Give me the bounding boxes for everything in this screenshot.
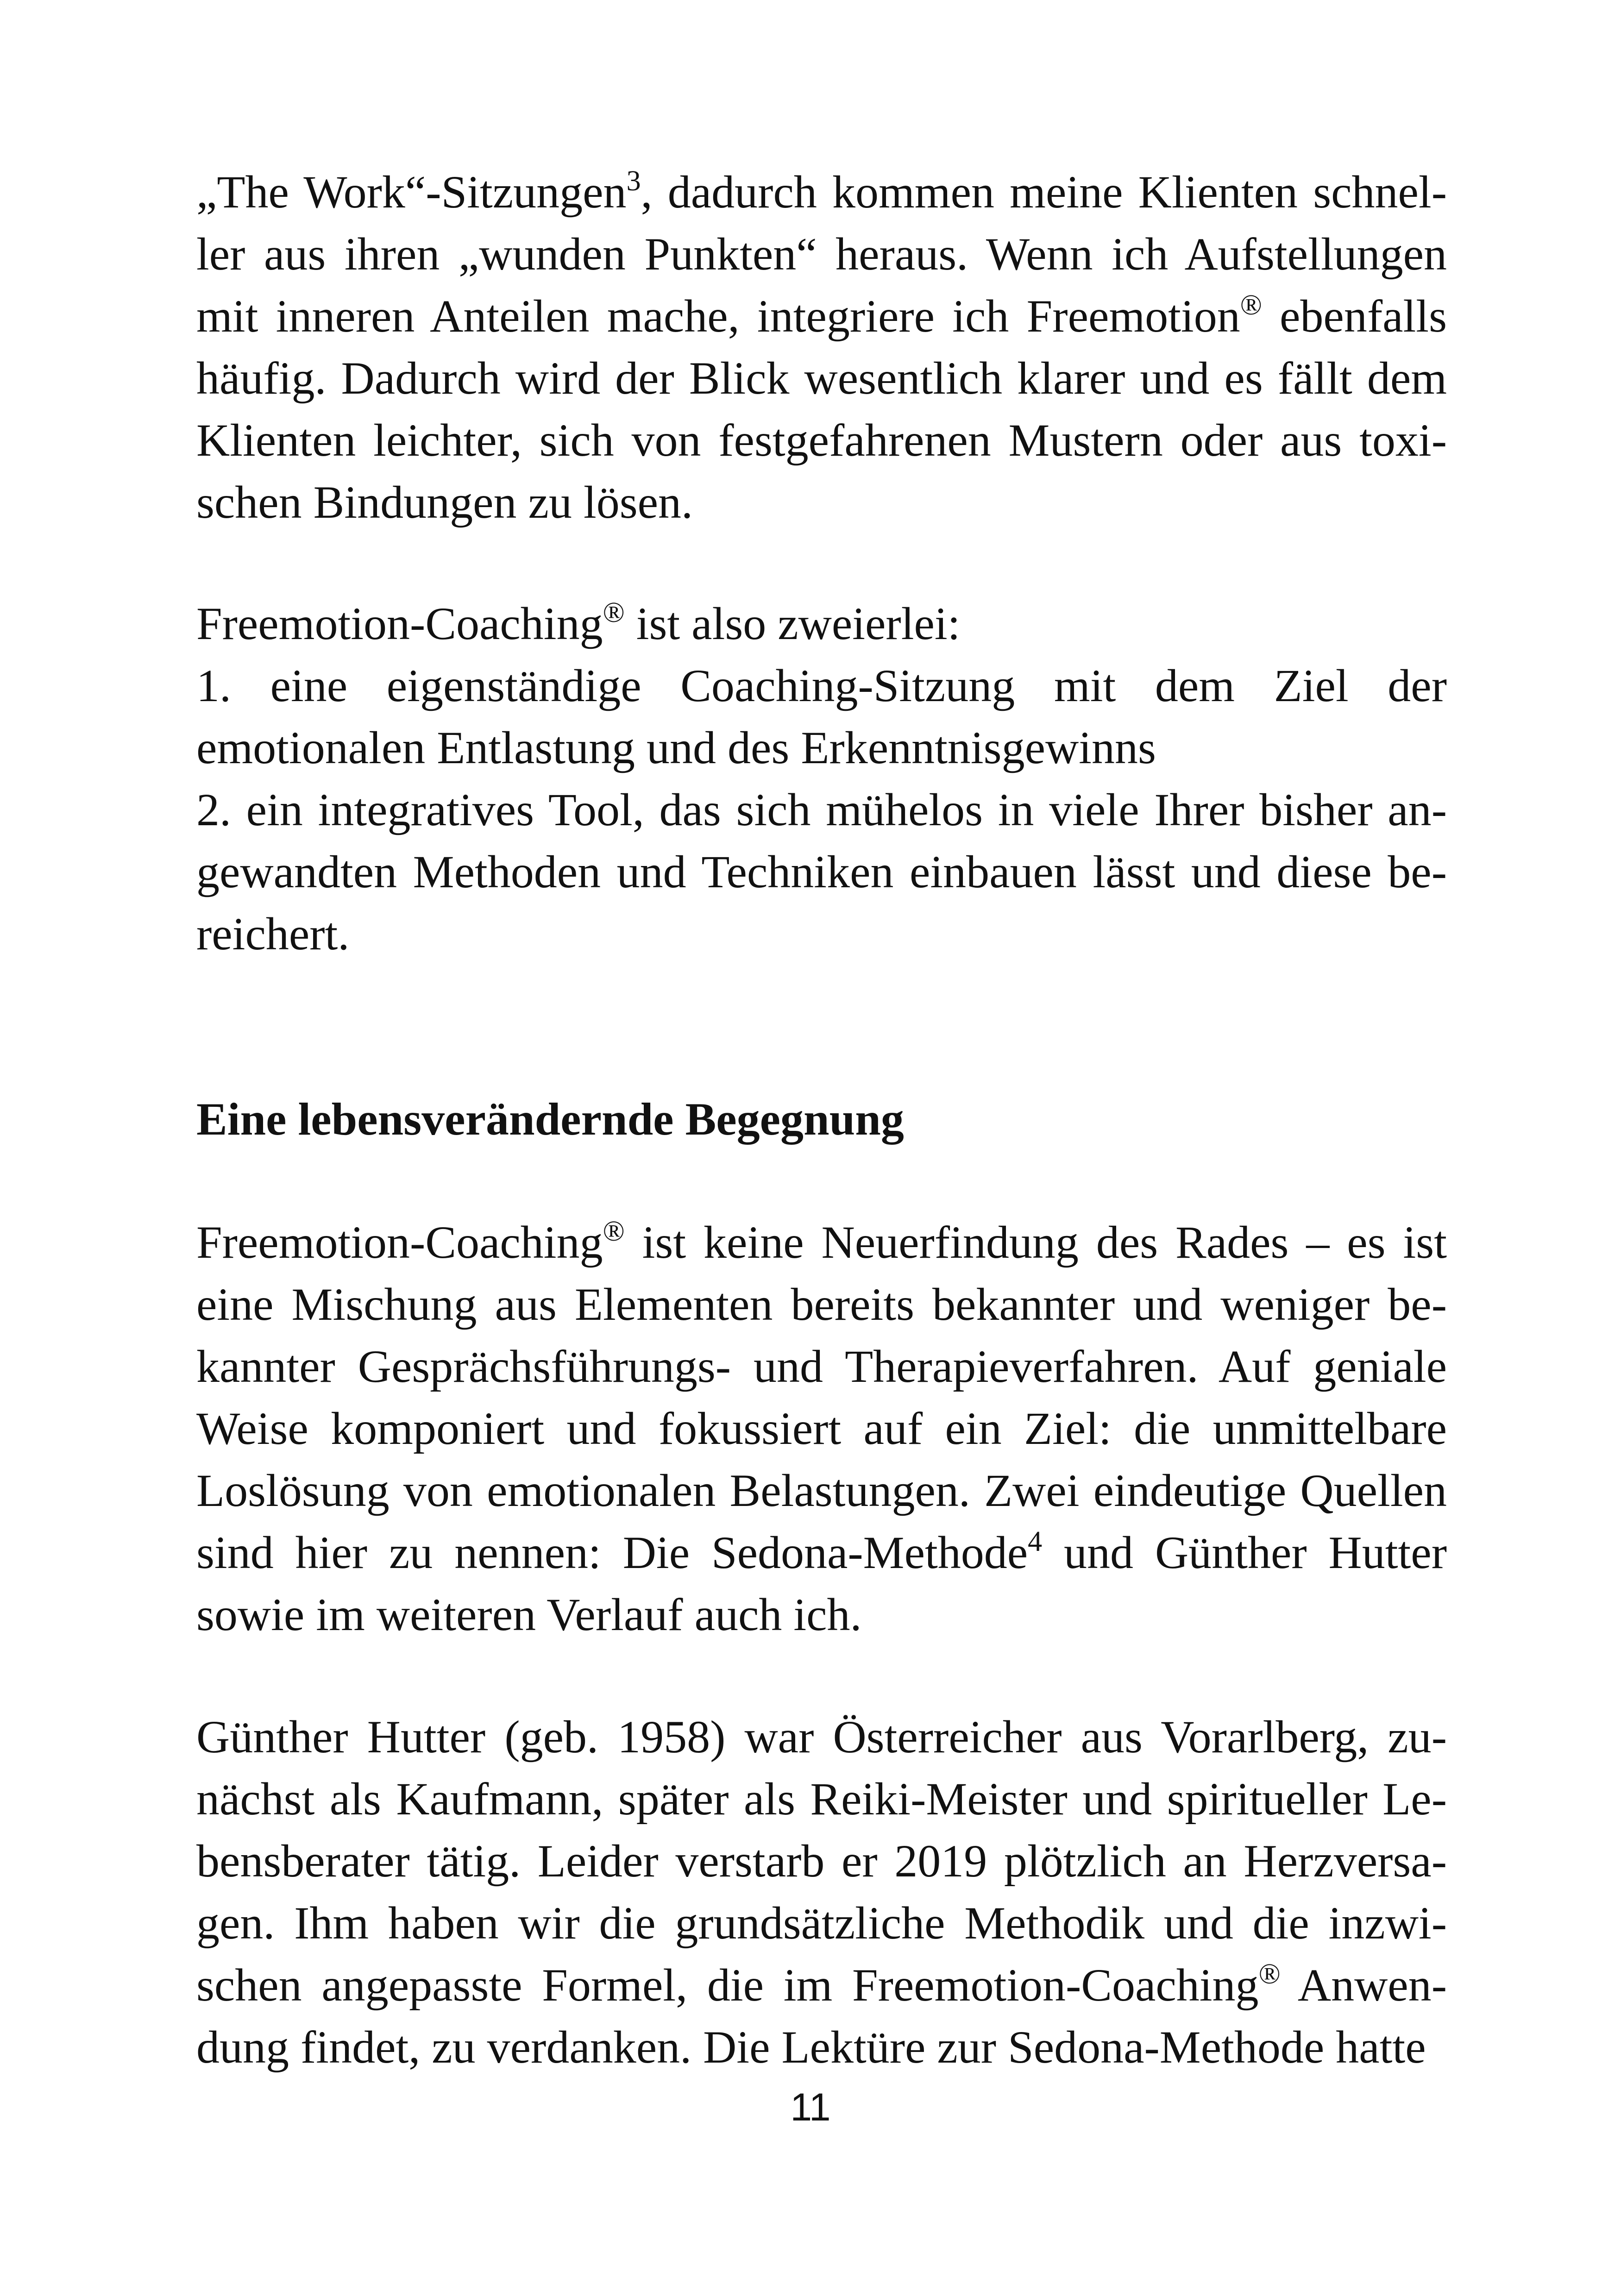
registered-mark: ® [1240,289,1262,321]
text-run: ist also zweierlei: [624,598,961,649]
section-heading: Eine lebensverändernde Begegnung [196,1093,904,1145]
text-run: , dadurch kommen meine Klienten schneller aus ihren „wunden Punkten“ heraus. Wenn ich Aufstellungen mit inneren Anteilen mache, integriere ich Freemotion [196,166,1447,342]
text-run: und Günther Hutter sowie im weiteren Verlauf auch ich. [196,1527,1447,1640]
list-item-1: 1. eine eigenständige Coaching-Sitzung mit dem Ziel der emotionalen Entlastung und des Erkenntnisgewinns [196,660,1447,773]
text-run: ebenfalls häufig. Dadurch wird der Blick wesentlich klarer und es fällt dem Klienten leichter, sich von festgefahrenen Mustern oder aus toxischen Bindungen zu lösen. [196,290,1447,528]
paragraph-hutter [196,1706,1447,2078]
registered-mark: ® [1258,1958,1281,1990]
paragraph-text [196,161,1447,533]
list-item-2: 2. ein integratives Tool, das sich mühelos in viele Ihrer bisher angewandten Methoden und Techniken einbauen lässt und diese bereichert. [196,784,1447,960]
text-run: Freemotion-Coaching [196,1217,603,1268]
paragraph-the-work [196,161,1447,533]
text-run: ist keine Neuerfindung des Rades – es ist eine Mischung aus Elementen bereits bekannter und weniger bekannter Gesprächsführungs- und Therapieverfahren. Auf geniale Weise komponiert und fokussiert auf ein Ziel: die unmittelbare Loslösung von emotionalen Belastungen. Zwei eindeutige Quellen sind hier zu nennen: Die Sedona-Methode [196,1217,1447,1578]
text-run: Anwendung findet, zu verdanken. Die Lektüre zur Sedona-Methode hatte [196,1959,1447,2073]
registered-mark: ® [603,596,625,628]
text-run: Freemotion-Coaching [196,598,603,649]
list-intro [196,593,1447,655]
paragraph-text [196,1211,1447,1646]
text-run: Günther Hutter (geb. 1958) war Österreicher aus Vorarlberg, zunächst als Kaufmann, später als Reiki-Meister und spiritueller Lebensberater tätig. Leider verstarb er 2019 plötzlich an Herzversagen. Ihm haben wir die grundsätzliche Methodik und die inzwischen angepasste Formel, die im Freemotion-Coaching [196,1711,1447,2011]
page-number: 11 [790,2085,831,2129]
registered-mark: ® [603,1215,625,1247]
text-run: „The Work“-Sitzungen [196,166,627,218]
paragraph-zweierlei [196,593,1447,965]
paragraph-text [196,1706,1447,2078]
section-heading-block [196,1088,1447,1150]
paragraph-freemotion [196,1211,1447,1646]
footnote-ref-4: 4 [1028,1525,1043,1557]
footnote-ref-3: 3 [626,165,641,197]
